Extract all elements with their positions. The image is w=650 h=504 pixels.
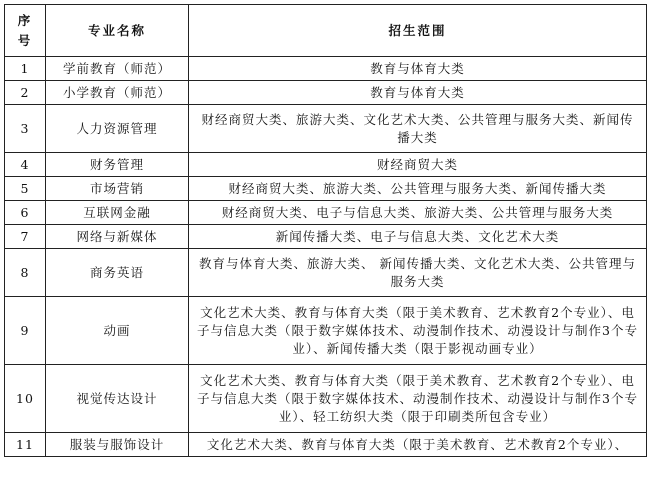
row-major-name: 网络与新媒体 [46,225,189,249]
row-major-name: 商务英语 [46,249,189,297]
row-admission-scope: 文化艺术大类、教育与体育大类（限于美术教育、艺术教育2个专业）、电子与信息大类（限于数字媒体技术、动漫制作技术、动漫设计与制作3个专业）、轻工纺织大类（限于印刷类所包含专业） [189,365,647,433]
row-number: 11 [5,433,46,457]
row-admission-scope: 新闻传播大类、电子与信息大类、文化艺术大类 [189,225,647,249]
table-row [5,297,647,365]
table-row [5,153,647,177]
table-row [5,81,647,105]
table-row [5,433,647,457]
row-admission-scope: 文化艺术大类、教育与体育大类（限于美术教育、艺术教育2个专业）、电子与信息大类（限于数字媒体技术、动漫制作技术、动漫设计与制作3个专业）、新闻传播大类（限于影视动画专业） [189,297,647,365]
admission-scope-table [4,4,647,457]
header-major-name: 专业名称 [46,5,189,57]
row-number: 3 [5,105,46,153]
table-row [5,249,647,297]
row-admission-scope: 财经商贸大类、电子与信息大类、旅游大类、公共管理与服务大类 [189,201,647,225]
row-major-name: 财务管理 [46,153,189,177]
row-admission-scope: 教育与体育大类 [189,81,647,105]
header-number-bottom: 号 [17,32,33,48]
row-number: 8 [5,249,46,297]
row-major-name: 互联网金融 [46,201,189,225]
row-major-name: 人力资源管理 [46,105,189,153]
row-number: 10 [5,365,46,433]
row-admission-scope: 财经商贸大类 [189,153,647,177]
row-number: 6 [5,201,46,225]
row-major-name: 动画 [46,297,189,365]
table-row [5,177,647,201]
header-number-top: 序 [17,12,33,28]
row-number: 2 [5,81,46,105]
header-number [5,5,46,57]
row-number: 4 [5,153,46,177]
row-major-name: 市场营销 [46,177,189,201]
row-major-name: 小学教育（师范） [46,81,189,105]
table-row [5,57,647,81]
row-admission-scope: 财经商贸大类、旅游大类、文化艺术大类、公共管理与服务大类、新闻传播大类 [189,105,647,153]
row-major-name: 视觉传达设计 [46,365,189,433]
header-admission-scope: 招生范围 [189,5,647,57]
table-row [5,365,647,433]
row-number: 1 [5,57,46,81]
table-row [5,105,647,153]
row-major-name: 学前教育（师范） [46,57,189,81]
table-header-row [5,5,647,57]
row-number: 7 [5,225,46,249]
row-major-name: 服装与服饰设计 [46,433,189,457]
row-number: 5 [5,177,46,201]
row-admission-scope: 教育与体育大类 [189,57,647,81]
row-admission-scope: 文化艺术大类、教育与体育大类（限于美术教育、艺术教育2个专业）、 [189,433,647,457]
table-row [5,201,647,225]
row-admission-scope: 财经商贸大类、旅游大类、公共管理与服务大类、新闻传播大类 [189,177,647,201]
document-page [4,4,646,504]
row-admission-scope: 教育与体育大类、旅游大类、 新闻传播大类、文化艺术大类、公共管理与服务大类 [189,249,647,297]
row-number: 9 [5,297,46,365]
table-row [5,225,647,249]
